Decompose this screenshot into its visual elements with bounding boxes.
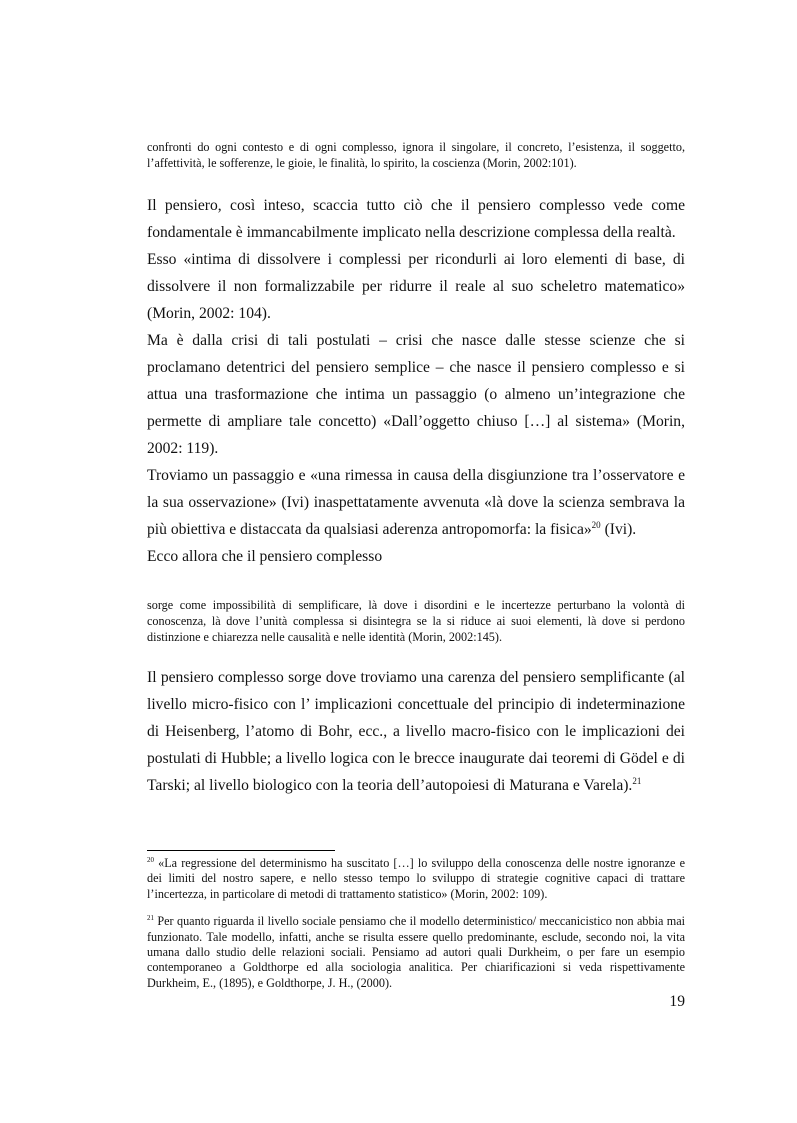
footnotes bbox=[147, 856, 685, 991]
paragraph-6 bbox=[147, 664, 685, 799]
footnote-text: Per quanto riguarda il livello sociale pensiamo che il modello deterministico/ meccanicistico non abbia mai funzionato. Tale modello, infatti, anche se risulta essere quello predominante, esclude, secondo noi, la vita umana dallo studio delle relazioni sociali. Pensiamo ad autori quali Durkheim, o per fare un esempio contemporaneo a Goldthorpe ed alla sociologia analitica. Per chiarificazioni si veda rispettivamente Durkheim, E., (1895), e Goldthorpe, J. H., (2000). bbox=[147, 914, 685, 990]
footnote-20 bbox=[147, 856, 685, 902]
footnote-number: 20 bbox=[147, 855, 154, 864]
paragraph-6-text: Il pensiero complesso sorge dove troviamo una carenza del pensiero semplificante (al livello micro-fisico con l’ implicazioni concettuale del principio di indeterminazione di Heisenberg, l’atomo di Bohr, ecc., a livello macro-fisico con le implicazioni dei postulati di Hubble; a livello logica con le brecce inaugurate dai teoremi di Gödel e di Tarski; al livello biologico con la teoria dell’autopoiesi di Maturana e Varela). bbox=[147, 669, 685, 794]
paragraph-2: Esso «intima di dissolvere i complessi per ricondurli ai loro elementi di base, di dissolvere il non formalizzabile per ridurre il reale al suo scheletro matematico» (Morin, 2002: 104). bbox=[147, 251, 685, 322]
paragraph-5: Ecco allora che il pensiero complesso bbox=[147, 548, 383, 565]
footnote-21 bbox=[147, 914, 685, 991]
footnote-ref-21[interactable]: 21 bbox=[632, 775, 642, 786]
footnote-number: 21 bbox=[147, 914, 154, 923]
block-quote-1: confronti do ogni contesto e di ogni complesso, ignora il singolare, il concreto, l’esistenza, il soggetto, l’affettività, le sofferenze, le gioie, le finalità, lo spirito, la coscienza (Morin, 2002:101). bbox=[147, 140, 685, 170]
paragraph-3: Ma è dalla crisi di tali postulati – crisi che nasce dalle stesse scienze che si proclamano detentrici del pensiero semplice – che nasce il pensiero complesso e si attua una trasformazione che intima un passaggio (o almeno un’integrazione che permette di ampliare tale concetto) «Dall’oggetto chiuso […] al sistema» (Morin, 2002: 119). bbox=[147, 332, 685, 457]
footnote-ref-20[interactable]: 20 bbox=[591, 519, 601, 530]
paragraph-4 bbox=[147, 462, 685, 543]
page-number: 19 bbox=[669, 993, 685, 1010]
paragraph-1: Il pensiero, così inteso, scaccia tutto ciò che il pensiero complesso vede come fondamentale è immancabilmente implicato nella descrizione complessa della realtà. bbox=[147, 197, 685, 241]
footnote-text: «La regressione del determinismo ha suscitato […] lo sviluppo della conoscenza delle nostre ignoranze e dei limiti del nostro sapere, e nello stesso tempo lo sviluppo di strategie cognitive capaci di trattare l’incertezza, in particolare di metodi di trattamento statistico» (Morin, 2002: 109). bbox=[147, 856, 685, 901]
footnote-separator bbox=[147, 850, 335, 851]
block-quote-2: sorge come impossibilità di semplificare, là dove i disordini e le incertezze perturbano la volontà di conoscenza, là dove l’unità complessa si disintegra se la si riduce ai suoi elementi, là dove si perdono distinzione e chiarezza nelle causalità e nelle identità (Morin, 2002:145). bbox=[147, 598, 685, 644]
paragraph-4-text: Troviamo un passaggio e «una rimessa in causa della disgiunzione tra l’osservatore e la sua osservazione» (Ivi) inaspettatamente avvenuta «là dove la scienza sembrava la più obiettiva e distaccata da qualsiasi aderenza antropomorfa: la fisica» bbox=[147, 467, 685, 538]
paragraph-4-tail: (Ivi). bbox=[600, 521, 637, 538]
main-text bbox=[147, 192, 685, 570]
